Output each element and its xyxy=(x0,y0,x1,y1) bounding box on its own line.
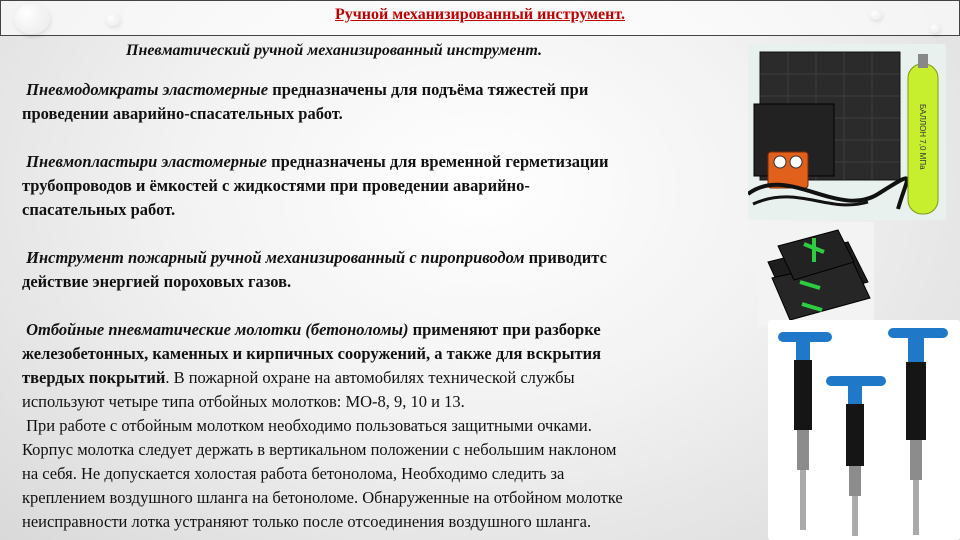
jackhammer-illustration xyxy=(768,320,960,540)
term-pneumatic-jacks: Пневмодомкраты эластомерные xyxy=(26,80,269,99)
paragraph-pneumatic-jacks: Пневмодомкраты эластомерные предназначены для подъёма тяжестей при проведении аварийно-спасательных работ. xyxy=(22,80,589,123)
pneumatic-patch-illustration xyxy=(758,222,874,326)
paragraph-jackhammers: Отбойные пневматические молотки (бетоноломы) применяют при разборке железобетонных, каменных и кирпичных сооружений, а также для вскрытия твердых покрытий. В пожарной охране на автомобилях технической службы используют четыре типа отбойных молотков: МО-8, 9, 10 и 13. При работе с отбойным молотком необходимо пользоваться защитными очками. Корпус молотка следует держать в вертикальном положении с небольшим наклоном на себя. Не допускается холостая работа бетонолома, Необходимо следить за креплением воздушного шланга на бетоноломе. Обнаруженные на отбойном молотке неисправности лотка устраняют только после отсоединения воздушного шланга. xyxy=(22,320,623,531)
term-pneumatic-patches: Пневмопластыри эластомерные xyxy=(26,152,267,171)
term-jackhammers: Отбойные пневматические молотки (бетоноломы) xyxy=(26,320,409,339)
paragraph-pneumatic-patches: Пневмопластыри эластомерные предназначены для временной герметизации трубопроводов и ёмкостей с жидкостями при проведении аварийно- спасательных работ. xyxy=(22,152,609,219)
page-title: Ручной механизированный инструмент. xyxy=(334,6,626,23)
page-subtitle: Пневматический ручной механизированный инструмент. xyxy=(126,42,543,59)
paragraph-pyro-tool: Инструмент пожарный ручной механизированный с пироприводом приводитс действие энергией пороховых газов. xyxy=(22,248,607,291)
pneumatic-jack-kit-photo xyxy=(748,44,946,220)
term-pyro-tool: Инструмент пожарный ручной механизированный с пироприводом xyxy=(26,248,525,267)
pneumatic-patch-photo xyxy=(758,222,874,326)
pneumatic-jack-kit-illustration xyxy=(748,44,946,220)
jackhammer-photo xyxy=(768,320,960,540)
cylinder-label: БАЛЛОН 7,0 МПа xyxy=(918,104,927,170)
